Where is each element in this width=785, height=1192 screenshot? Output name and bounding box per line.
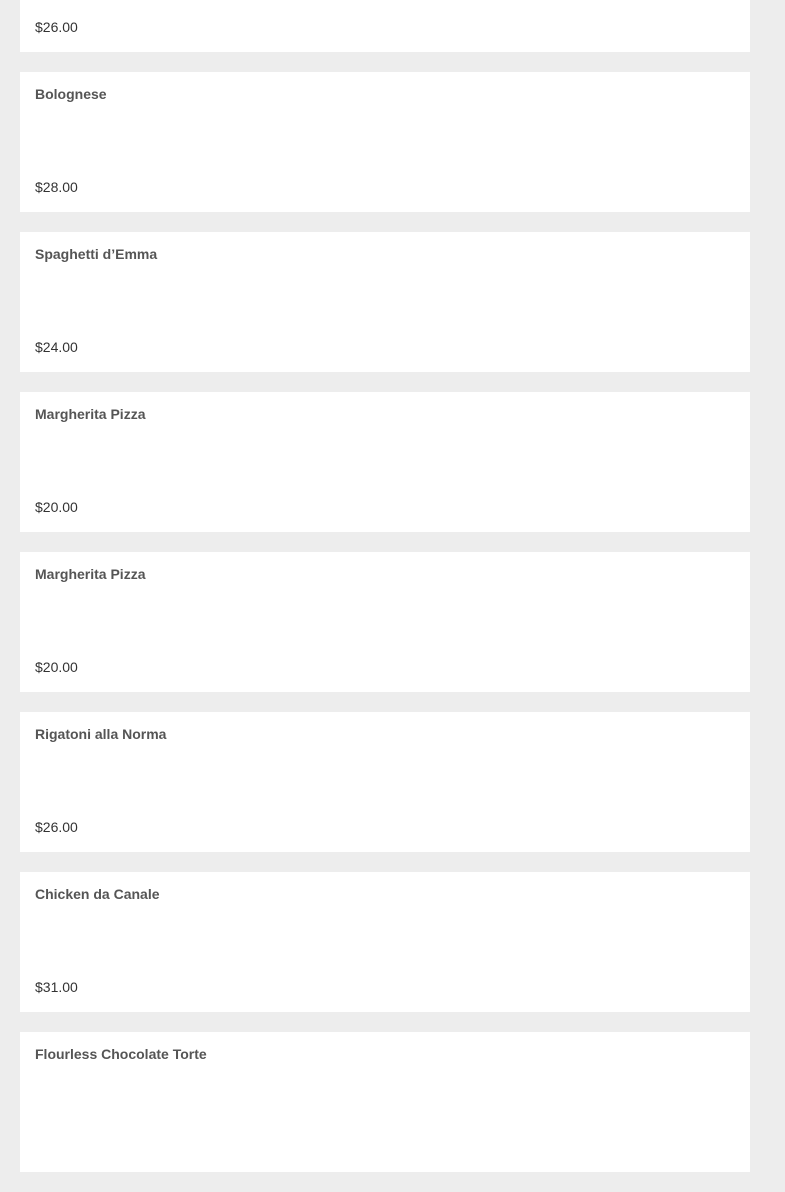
menu-item-price: $31.00 (35, 979, 78, 995)
menu-item-card[interactable] (20, 872, 750, 1012)
menu-item-name: Flourless Chocolate Torte (35, 1046, 207, 1062)
menu-item-price: $26.00 (35, 19, 78, 35)
menu-item-card[interactable] (20, 72, 750, 212)
menu-item-card[interactable] (20, 712, 750, 852)
menu-item-name: Margherita Pizza (35, 566, 146, 582)
menu-item-list (20, 0, 750, 1192)
menu-item-card[interactable] (20, 1032, 750, 1172)
menu-item-name: Margherita Pizza (35, 406, 146, 422)
menu-item-price: $20.00 (35, 499, 78, 515)
menu-item-card[interactable] (20, 552, 750, 692)
menu-item-price: $20.00 (35, 659, 78, 675)
menu-item-name: Bolognese (35, 86, 107, 102)
menu-item-name: Spaghetti d’Emma (35, 246, 158, 262)
menu-item-card[interactable] (20, 392, 750, 532)
menu-item-name: Rigatoni alla Norma (35, 726, 167, 742)
menu-item-price: $28.00 (35, 179, 78, 195)
menu-item-card[interactable] (20, 0, 750, 52)
menu-item-price: $26.00 (35, 819, 78, 835)
menu-item-name: Chicken da Canale (35, 886, 160, 902)
menu-item-price: $24.00 (35, 339, 78, 355)
menu-item-card[interactable] (20, 232, 750, 372)
